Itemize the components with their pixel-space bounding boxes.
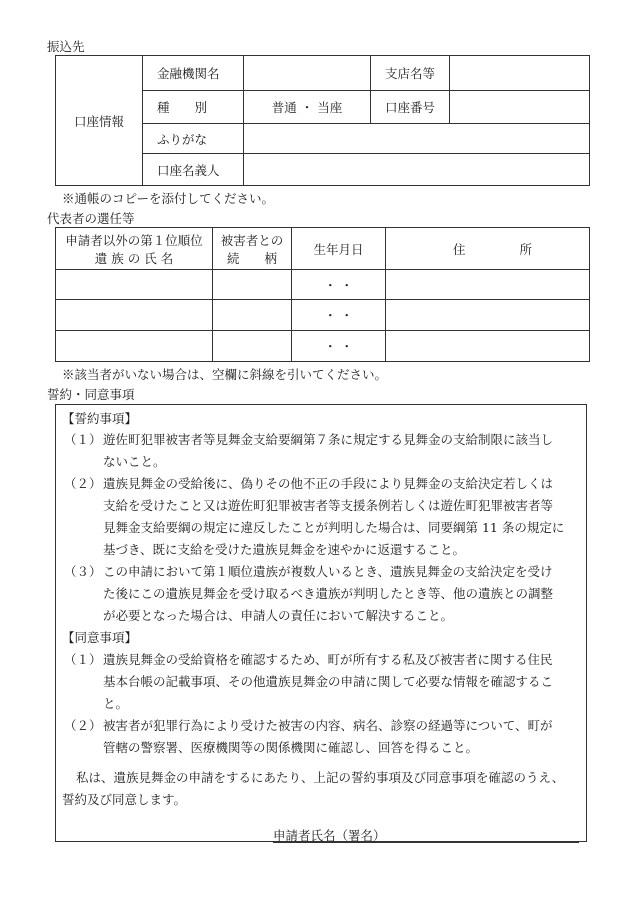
birthdate-field[interactable]: ・ ・ <box>292 331 386 362</box>
oath-item-number: （１） <box>64 432 102 447</box>
consent-item-line: と。 <box>103 696 129 711</box>
signature-label: 申請者氏名（署名） <box>273 828 386 843</box>
consent-item-number: （２） <box>64 718 102 733</box>
consent-item-line: 遺族見舞金の受給資格を確認するため、町が所有する私及び被害者に関する住民 <box>103 652 553 667</box>
bank-name-label: 金融機関名 <box>143 56 244 91</box>
col-address-b: 所 <box>519 241 532 257</box>
col-heir-name-line1: 申請者以外の第１位順位 <box>65 232 203 248</box>
heir-name-field[interactable] <box>56 300 213 331</box>
oath-item-number: （３） <box>64 564 102 579</box>
account-number-label: 口座番号 <box>371 91 450 124</box>
branch-name-field[interactable] <box>450 56 590 91</box>
col-heir-name <box>56 228 213 270</box>
representative-heading: 代表者の選任等 <box>47 211 135 226</box>
account-number-field[interactable] <box>450 91 590 124</box>
representative-note: ※該当者がいない場合は、空欄に斜線を引いてください。 <box>62 367 388 382</box>
consent-item-line: 管轄の警察署、医療機関等の関係機関に確認し、回答を得ること。 <box>103 740 479 755</box>
address-field[interactable] <box>386 331 590 362</box>
oath-item-line: 基づき、既に支給を受けた遺族見舞金を速やかに返還すること。 <box>103 542 466 557</box>
furigana-label: ふりがな <box>143 124 244 154</box>
heir-name-field[interactable] <box>56 270 213 300</box>
birthdate-field[interactable]: ・ ・ <box>292 270 386 300</box>
statement-line2: 誓約及び同意します。 <box>62 792 187 807</box>
transfer-note: ※通帳のコピーを添付してください。 <box>62 191 275 206</box>
relationship-field[interactable] <box>213 270 292 300</box>
pledge-heading: 誓約・同意事項 <box>47 387 135 402</box>
oath-item-line: た後にこの遺族見舞金を受け取るべき遺族が判明したとき等、他の遺族との調整 <box>103 586 554 601</box>
birthdate-field[interactable]: ・ ・ <box>292 300 386 331</box>
transfer-table <box>55 55 590 186</box>
account-holder-field[interactable] <box>244 154 590 186</box>
bank-name-field[interactable] <box>244 56 371 91</box>
col-address-a: 住 <box>452 241 466 257</box>
oath-item-number: （２） <box>64 476 102 491</box>
col-relationship-line1: 被害者との <box>220 232 284 248</box>
signature-line[interactable] <box>273 842 579 843</box>
furigana-field[interactable] <box>244 124 590 154</box>
address-field[interactable] <box>386 270 590 300</box>
account-type-options[interactable]: 普通 ・ 当座 <box>244 91 371 124</box>
col-relationship-line2: 続 柄 <box>226 250 277 266</box>
oath-item-line: 遊佐町犯罪被害者等見舞金支給要綱第７条に規定する見舞金の支給制限に該当し <box>103 432 554 447</box>
oath-item-line: が必要となった場合は、申請人の責任において解決すること。 <box>103 608 454 623</box>
oath-item-line: 支給を受けたこと又は遊佐町犯罪被害者等支援条例若しくは遊佐町犯罪被害者等 <box>103 498 554 513</box>
transfer-heading: 振込先 <box>47 39 85 54</box>
col-relationship <box>213 228 292 270</box>
oath-item-line: ないこと。 <box>103 454 166 469</box>
consent-item-number: （１） <box>64 652 102 667</box>
representative-table <box>55 227 590 362</box>
col-birthdate: 生年月日 <box>292 228 386 270</box>
oath-item-line: 遺族見舞金の受給後に、偽りその他不正の手段により見舞金の支給決定若しくは <box>103 476 554 491</box>
oath-item-line: 見舞金支給要綱の規定に違反したことが判明した場合は、同要綱第 11 条の規定に <box>103 520 565 535</box>
branch-name-label: 支店名等 <box>371 56 450 91</box>
oath-item-line: この申請において第１順位遺族が複数人いるとき、遺族見舞金の支給決定を受け <box>103 564 553 579</box>
account-type-label: 種 別 <box>143 91 244 124</box>
consent-item-line: 基本台帳の記載事項、その他遺族見舞金の申請に関して必要な情報を確認するこ <box>103 674 554 689</box>
account-holder-label: 口座名義人 <box>143 154 244 186</box>
relationship-field[interactable] <box>213 300 292 331</box>
consent-item-line: 被害者が犯罪行為により受けた被害の内容、病名、診察の経過等について、町が <box>103 718 553 733</box>
oath-title: 【誓約事項】 <box>62 411 138 426</box>
relationship-field[interactable] <box>213 331 292 362</box>
address-field[interactable] <box>386 300 590 331</box>
col-address <box>386 228 590 270</box>
col-heir-name-line2: 遺 族 の 氏 名 <box>94 250 174 266</box>
heir-name-field[interactable] <box>56 331 213 362</box>
statement-line1: 私は、遺族見舞金の申請をするにあたり、上記の誓約事項及び同意事項を確認のうえ、 <box>76 770 565 785</box>
consent-title: 【同意事項】 <box>62 630 138 645</box>
account-info-label: 口座情報 <box>56 56 143 186</box>
